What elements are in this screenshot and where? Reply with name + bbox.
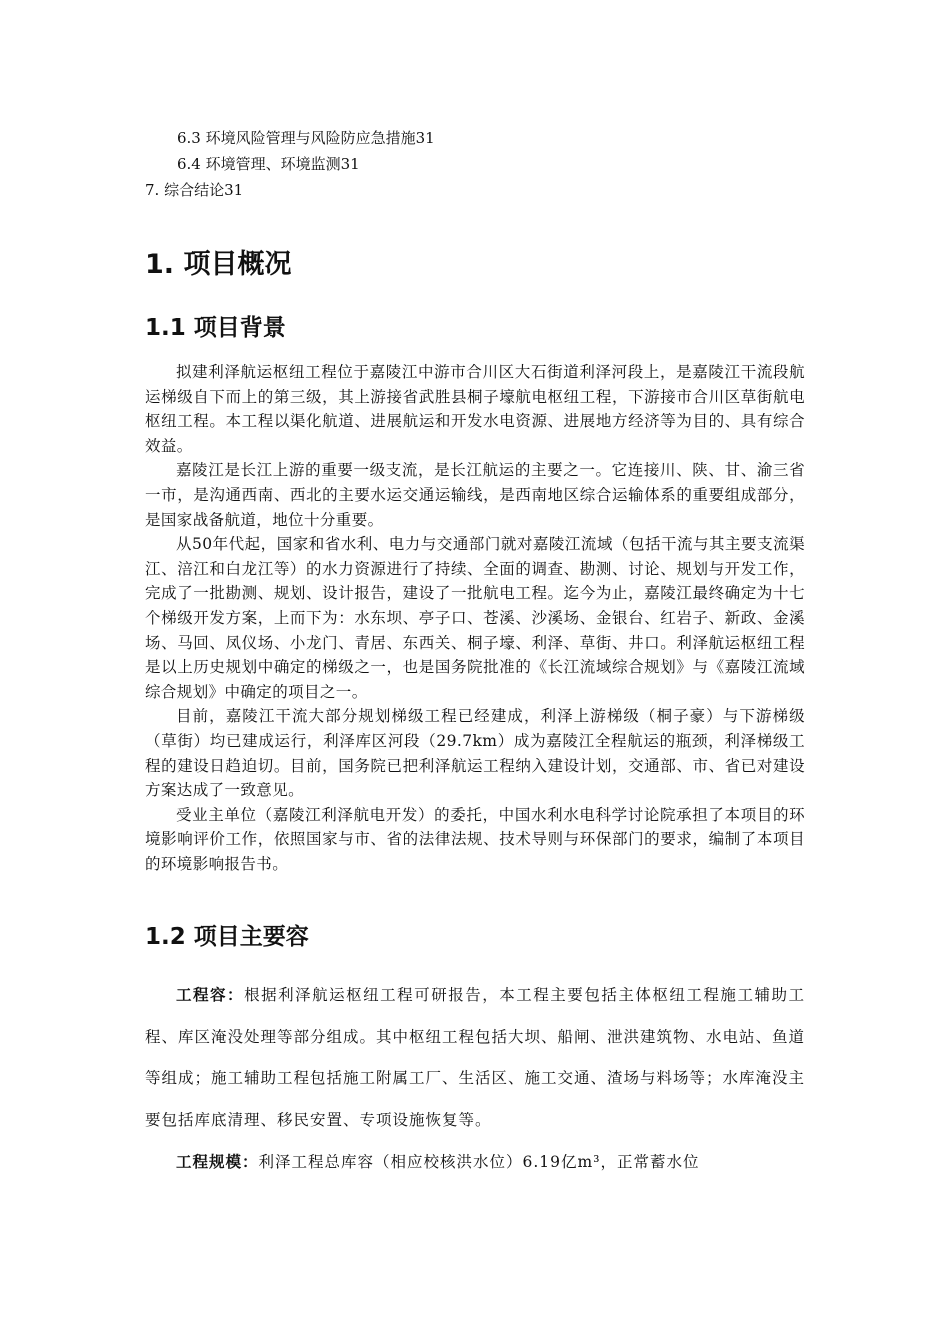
paragraph-lead: 工程规模： [176,1152,259,1171]
body-paragraph: 目前，嘉陵江干流大部分规划梯级工程已经建成，利泽上游梯级（桐子豪）与下游梯级（草街）均已建成运行，利泽库区河段（29.7km）成为嘉陵江全程航运的瓶颈，利泽梯级工程的建设日趋迫切。目前，国务院已把利泽航运工程纳入建设计划，交通部、市、省已对建设方案达成了一致意见。 [145,707,805,800]
body-paragraph: 拟建利泽航运枢纽工程位于嘉陵江中游市合川区大石街道利泽河段上，是嘉陵江干流段航运梯级自下而上的第三级，其上游接省武胜县桐子壕航电枢纽工程，下游接市合川区草街航电枢纽工程。本工程以渠化航道、进展航运和开发水电资源、进展地方经济等为目的、具有综合效益。 [145,363,805,455]
paragraph-text: 根据利泽航运枢纽工程可研报告，本工程主要包括主体枢纽工程施工辅助工程、库区淹没处理等部分组成。其中枢纽工程包括大坝、船闸、泄洪建筑物、水电站、鱼道等组成；施工辅助工程包括施工附属工厂、生活区、施工交通、渣场与料场等；水库淹没主要包括库底清理、移民安置、专项设施恢复等。 [145,986,806,1129]
section-1-1-body [145,360,805,876]
toc-entry[interactable]: 6.3 环境风险管理与风险防应急措施31 [177,129,435,147]
body-paragraph [145,1141,805,1184]
body-paragraph: 嘉陵江是长江上游的重要一级支流，是长江航运的主要之一。它连接川、陕、甘、渝三省一市，是沟通西南、西北的主要水运交通运输线，是西南地区综合运输体系的重要组成部分，是国家战备航道，地位十分重要。 [145,461,805,529]
paragraph-lead: 工程容： [176,985,245,1004]
body-paragraph [145,974,805,1141]
section-heading-1-2: 1.2 项目主要容 [145,924,309,950]
chapter-heading: 1. 项目概况 [145,249,292,280]
toc-entry[interactable]: 7. 综合结论31 [145,181,244,199]
table-of-contents [145,125,435,203]
body-paragraph: 受业主单位（嘉陵江利泽航电开发）的委托，中国水利水电科学讨论院承担了本项目的环境影响评价工作，依照国家与市、省的法律法规、技术导则与环保部门的要求，编制了本项目的环境影响报告书。 [145,805,805,873]
body-paragraph: 从50年代起，国家和省水利、电力与交通部门就对嘉陵江流域（包括干流与其主要支流渠江、涪江和白龙江等）的水力资源进行了持续、全面的调查、勘测、讨论、规划与开发工作，完成了一批勘测、规划、设计报告，建设了一批航电工程。迄今为止，嘉陵江最终确定为十七个梯级开发方案，上而下为：水东坝、亭子口、苍溪、沙溪场、金银台、红岩子、新政、金溪场、马回、凤仪场、小龙门、青居、东西关、桐子壕、利泽、草街、井口。利泽航运枢纽工程是以上历史规划中确定的梯级之一，也是国务院批准的《长江流域综合规划》与《嘉陵江流域综合规划》中确定的项目之一。 [145,535,805,701]
toc-entry[interactable]: 6.4 环境管理、环境监测31 [177,155,360,173]
section-1-2-body [145,974,805,1184]
paragraph-text: 利泽工程总库容（相应校核洪水位）6.19亿m³，正常蓄水位 [258,1153,700,1171]
section-heading-1-1: 1.1 项目背景 [145,315,286,341]
